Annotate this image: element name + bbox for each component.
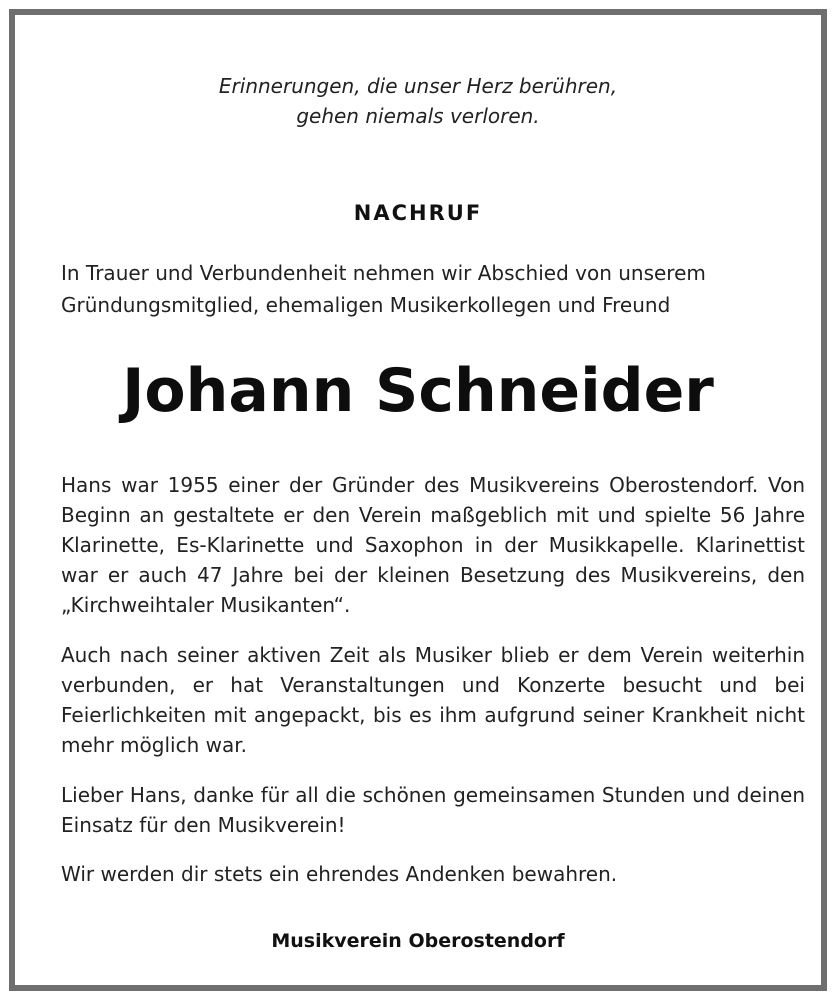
notice-frame	[9, 9, 827, 991]
intro-line-2: Gründungsmitglied, ehemaligen Musikerkollegen und Freund	[61, 293, 671, 317]
paragraph-biography: Hans war 1955 einer der Gründer des Musikvereins Oberostendorf. Von Beginn an gestaltete er den Verein maßgeblich mit und spielte 56 Jahre Klarinette, Es-Klarinette und Saxophon in der Musikkapelle. Klarinettist war er auch 47 Jahre bei der kleinen Besetzung des Musikvereins, den „Kirchweihtaler Musikanten“.	[61, 473, 805, 617]
deceased-name: Johann Schneider	[122, 356, 714, 426]
intro-line-1: In Trauer und Verbundenheit nehmen wir Abschied von unserem	[61, 261, 706, 285]
quote-line-2: gehen niemals verloren.	[296, 104, 540, 128]
quote-line-1: Erinnerungen, die unser Herz berühren,	[218, 74, 618, 98]
paragraph-dedication: Auch nach seiner aktiven Zeit als Musiker blieb er dem Verein weiterhin verbunden, er hat Veranstaltungen und Konzerte besucht und bei Feierlichkeiten mit angepackt, bis es ihm aufgrund seiner Krankheit nicht mehr möglich war.	[61, 643, 805, 757]
signature: Musikverein Oberostendorf	[271, 930, 565, 952]
notice-heading: NACHRUF	[353, 201, 483, 225]
paragraph-thanks: Lieber Hans, danke für all die schönen gemeinsamen Stunden und deinen Einsatz für den Musikverein!	[61, 783, 805, 837]
memorial-quote	[15, 71, 821, 131]
paragraph-remembrance: Wir werden dir stets ein ehrendes Andenken bewahren.	[61, 862, 618, 886]
intro-text	[61, 257, 805, 321]
